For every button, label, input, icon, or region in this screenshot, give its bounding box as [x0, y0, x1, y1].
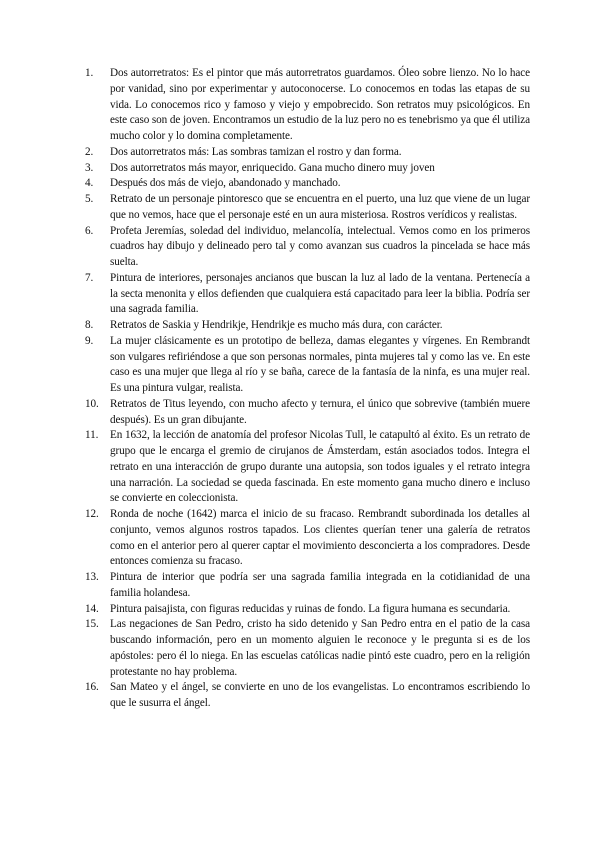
list-item-number: 6.	[85, 224, 94, 237]
list-item-number: 5.	[85, 193, 94, 205]
list-item-number: 7.	[85, 271, 94, 284]
list-item-text: Profeta Jeremías, soledad del individuo, melancolía, intelectual. Vemos como en los primeros cuadros hay dibujo y delineado pero tal y como avanzan sus cuadros la pincelada se hace más suelta.	[110, 224, 530, 268]
list-item	[85, 271, 530, 318]
list-item	[85, 602, 530, 618]
list-item-number: 11.	[85, 429, 99, 442]
list-item	[85, 428, 530, 507]
list-item	[85, 66, 530, 145]
list-item-number: 9.	[85, 334, 94, 347]
list-item	[85, 507, 530, 570]
list-item-number: 16.	[85, 681, 99, 694]
list-item	[85, 617, 530, 680]
list-item	[85, 145, 530, 161]
list-item-text: Pintura de interiores, personajes ancianos que buscan la luz al lado de la ventana. Pertenecía a la secta menonita y ellos defienden que cualquiera está capacitado para leer la biblia. Podría ser una sagrada familia.	[110, 271, 530, 316]
list-item-text: Retratos de Titus leyendo, con mucho afecto y ternura, el único que sobrevive (también muere después). Es un gran dibujante.	[110, 397, 530, 426]
list-item-text: Después dos más de viejo, abandonado y manchado.	[110, 177, 341, 190]
list-item-text: Retratos de Saskia y Hendrikje, Hendrikje es mucho más dura, con carácter.	[110, 319, 443, 331]
list-item-text: Pintura de interior que podría ser una sagrada familia integrada en la cotidianidad de una familia holandesa.	[110, 571, 530, 599]
list-item-text: Dos autorretratos más: Las sombras tamizan el rostro y dan forma.	[110, 145, 402, 158]
list-item-number: 15.	[85, 618, 99, 631]
list-item	[85, 680, 530, 712]
list-item-text: Dos autorretratos más mayor, enriquecido. Gana mucho dinero muy joven	[110, 161, 435, 174]
list-item	[85, 161, 530, 177]
list-item-number: 8.	[85, 319, 94, 331]
list-item	[85, 192, 530, 224]
list-item-text: Ronda de noche (1642) marca el inicio de su fracaso. Rembrandt subordinada los detalles al conjunto, vemos algunos rostros tapados. Los clientes querían tener una galería de retratos como en el anterior pero al querer captar el movimiento desconcierta a los compradores. Desde entonces comienza su fracaso.	[110, 508, 530, 568]
list-item-number: 2.	[85, 145, 94, 158]
list-item	[85, 318, 530, 334]
list-item-number: 10.	[85, 397, 99, 410]
list-item-text: San Mateo y el ángel, se convierte en uno de los evangelistas. Lo encontramos escribiendo lo que le susurra el ángel.	[110, 681, 530, 709]
list-item-number: 14.	[85, 602, 99, 615]
list-item-number: 3.	[85, 161, 94, 174]
numbered-list	[85, 66, 530, 712]
list-item-number: 1.	[85, 67, 94, 79]
list-item-text: Pintura paisajista, con figuras reducidas y ruinas de fondo. La figura humana es secundaria.	[110, 602, 511, 615]
list-item-number: 12.	[85, 508, 99, 520]
list-item	[85, 397, 530, 429]
list-item-number: 4.	[85, 177, 94, 190]
list-item-text: Las negaciones de San Pedro, cristo ha sido detenido y San Pedro entra en el patio de la casa buscando información, pero en un momento alguien le reconoce y le pregunta si es de los apóstoles: pero él lo niega. En las escuelas católicas nadie pintó este cuadro, pero en la religión protestante no hay problema.	[110, 618, 530, 678]
list-item	[85, 570, 530, 602]
list-item-text: Retrato de un personaje pintoresco que se encuentra en el puerto, una luz que viene de un lugar que no vemos, hace que el personaje esté en un aura misteriosa. Rostros verídicos y realistas.	[110, 193, 530, 221]
list-item-text: Dos autorretratos: Es el pintor que más autorretratos guardamos. Óleo sobre lienzo. No lo hace por vanidad, sino por experimentar y autoconocerse. Lo conocemos en todas las etapas de su vida. Lo conocemos rico y famoso y viejo y empobrecido. Son retratos muy psicológicos. En este caso son de joven. Encontramos un estudio de la luz pero no es tenebrismo ya que él utiliza mucho color y lo domina completamente.	[110, 67, 530, 142]
list-item-number: 13.	[85, 571, 99, 583]
list-item	[85, 224, 530, 271]
list-item	[85, 176, 530, 192]
list-item	[85, 334, 530, 397]
list-item-text: En 1632, la lección de anatomía del profesor Nicolas Tull, le catapultó al éxito. Es un retrato de grupo que le encarga el gremio de cirujanos de Ámsterdam, están asociados todos. Integra el retrato en una interacción de grupo durante una autopsia, son todos iguales y el retrato integra una narración. La sociedad se queda fascinada. En este momento gana mucho dinero e incluso se convierte en coleccionista.	[110, 429, 530, 505]
list-item-text: La mujer clásicamente es un prototipo de belleza, damas elegantes y vírgenes. En Rembrandt son vulgares refiriéndose a que son personas normales, pinta mujeres tal y como las ve. En este caso es una mujer que llega al río y se baña, carece de la fantasía de la ninfa, es una mujer real. Es una pintura vulgar, realista.	[110, 334, 530, 394]
